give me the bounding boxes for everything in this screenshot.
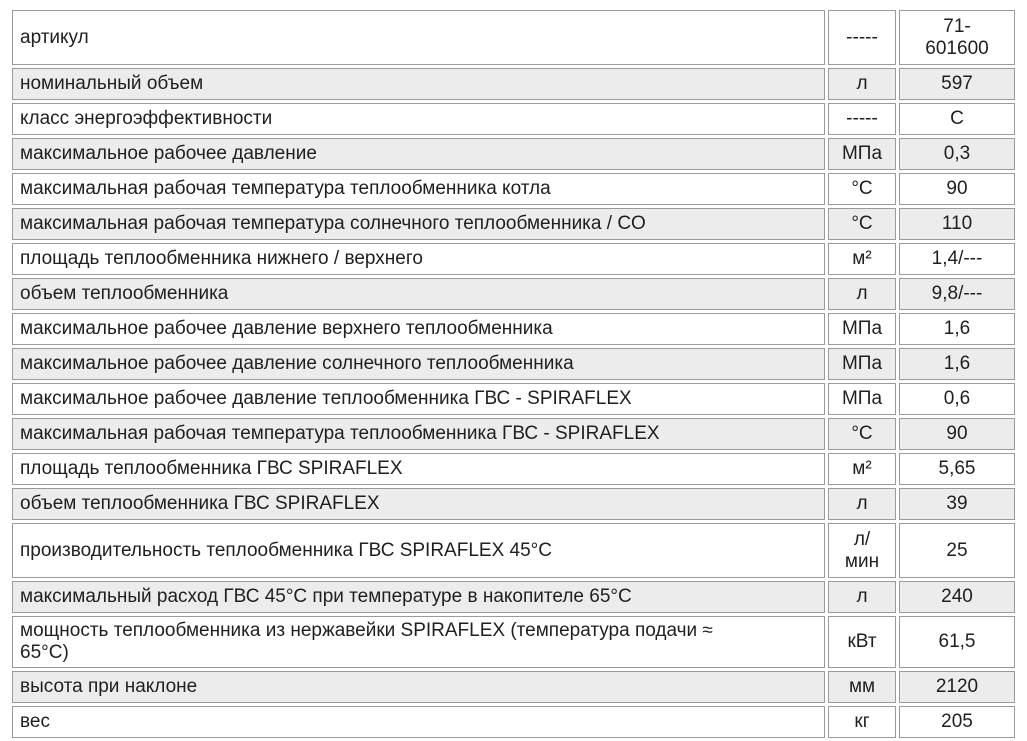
table-row	[12, 453, 1015, 485]
param-cell: максимальное рабочее давление теплообменника ГВС - SPIRAFLEX	[12, 383, 825, 415]
param-cell: максимальная рабочая температура теплообменника котла	[12, 173, 825, 205]
unit-cell: мм	[828, 671, 896, 703]
table-row	[12, 103, 1015, 135]
param-cell: максимальная рабочая температура солнечного теплообменника / CO	[12, 208, 825, 240]
unit-cell: МПа	[828, 138, 896, 170]
unit-cell: °C	[828, 418, 896, 450]
param-cell: вес	[12, 706, 825, 738]
table-row	[12, 208, 1015, 240]
value-cell: 110	[899, 208, 1015, 240]
table-row	[12, 488, 1015, 520]
value-cell: 1,4/---	[899, 243, 1015, 275]
unit-cell: л	[828, 581, 896, 613]
unit-cell: кВт	[828, 616, 896, 668]
value-cell: 2120	[899, 671, 1015, 703]
param-cell: площадь теплообменника нижнего / верхнего	[12, 243, 825, 275]
value-cell: C	[899, 103, 1015, 135]
unit-cell: -----	[828, 10, 896, 65]
unit-cell: -----	[828, 103, 896, 135]
table-row	[12, 243, 1015, 275]
table-row	[12, 68, 1015, 100]
value-cell: 90	[899, 418, 1015, 450]
table-row	[12, 138, 1015, 170]
table-row	[12, 581, 1015, 613]
value-cell: 1,6	[899, 348, 1015, 380]
value-cell: 5,65	[899, 453, 1015, 485]
table-row	[12, 278, 1015, 310]
unit-cell: м²	[828, 453, 896, 485]
param-cell: площадь теплообменника ГВС SPIRAFLEX	[12, 453, 825, 485]
unit-cell: кг	[828, 706, 896, 738]
param-cell: класс энергоэффективности	[12, 103, 825, 135]
param-cell: максимальное рабочее давление солнечного теплообменника	[12, 348, 825, 380]
unit-cell: л/ мин	[828, 523, 896, 578]
value-cell: 0,6	[899, 383, 1015, 415]
table-row	[12, 523, 1015, 578]
table-row	[12, 418, 1015, 450]
spec-table	[9, 7, 1018, 741]
table-row	[12, 348, 1015, 380]
param-cell: объем теплообменника	[12, 278, 825, 310]
unit-cell: МПа	[828, 383, 896, 415]
value-cell: 61,5	[899, 616, 1015, 668]
unit-cell: °C	[828, 208, 896, 240]
table-row	[12, 313, 1015, 345]
value-cell: 39	[899, 488, 1015, 520]
param-cell: номинальный объем	[12, 68, 825, 100]
value-cell: 597	[899, 68, 1015, 100]
param-cell: максимальное рабочее давление	[12, 138, 825, 170]
param-cell: высота при наклоне	[12, 671, 825, 703]
param-cell: производительность теплообменника ГВС SPIRAFLEX 45°C	[12, 523, 825, 578]
param-cell: максимальный расход ГВС 45°C при температуре в накопителе 65°C	[12, 581, 825, 613]
value-cell: 71- 601600	[899, 10, 1015, 65]
param-cell: артикул	[12, 10, 825, 65]
table-row	[12, 706, 1015, 738]
value-cell: 25	[899, 523, 1015, 578]
table-row	[12, 383, 1015, 415]
value-cell: 1,6	[899, 313, 1015, 345]
table-row	[12, 671, 1015, 703]
value-cell: 0,3	[899, 138, 1015, 170]
table-row	[12, 173, 1015, 205]
value-cell: 9,8/---	[899, 278, 1015, 310]
unit-cell: л	[828, 278, 896, 310]
unit-cell: МПа	[828, 348, 896, 380]
param-cell: максимальное рабочее давление верхнего теплообменника	[12, 313, 825, 345]
value-cell: 205	[899, 706, 1015, 738]
unit-cell: МПа	[828, 313, 896, 345]
unit-cell: л	[828, 68, 896, 100]
unit-cell: °C	[828, 173, 896, 205]
unit-cell: м²	[828, 243, 896, 275]
param-cell: объем теплообменника ГВС SPIRAFLEX	[12, 488, 825, 520]
value-cell: 240	[899, 581, 1015, 613]
param-cell: максимальная рабочая температура теплообменника ГВС - SPIRAFLEX	[12, 418, 825, 450]
unit-cell: л	[828, 488, 896, 520]
value-cell: 90	[899, 173, 1015, 205]
spec-table-container	[9, 7, 1018, 741]
param-cell: мощность теплообменника из нержавейки SPIRAFLEX (температура подачи ≈ 65°C)	[12, 616, 825, 668]
table-row	[12, 10, 1015, 65]
table-row	[12, 616, 1015, 668]
